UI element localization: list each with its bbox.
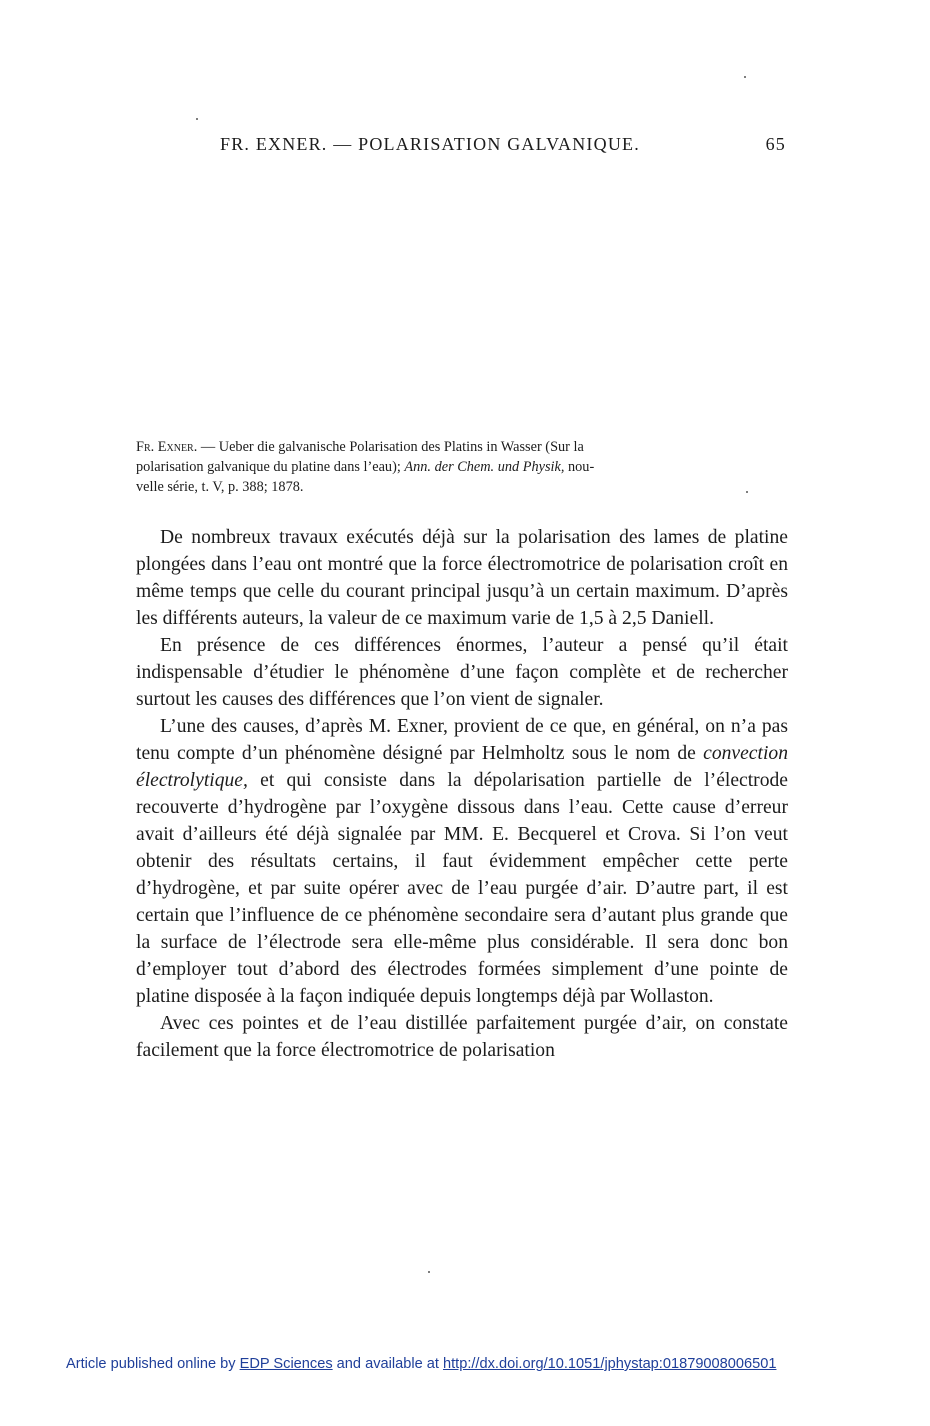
paragraph-3-end: et qui consiste dans la dépolarisation partielle de l’électrode recouverte d’hydrogène par l’oxygène dissous dans l’eau. Cette cause d’erreur avait d’ailleurs été déjà signalée par MM. E. Becquerel et Crova. Si l’on veut obtenir des résultats certains, il faut évidemment empêcher cette perte d’hydrogène, et par suite opérer avec de l’eau purgée d’air. D’autre part, il est certain que l’influence de ce phénomène secondaire sera d’autant plus grande que la surface de l’électrode sera elle-même plus considérable. Il sera donc bon d’employer tout d’abord des électrodes formées simplement d’une pointe de platine disposée à la façon indiquée depuis longtemps déjà par Wollaston. [136,770,788,1007]
publisher-link[interactable]: EDP Sciences [239,1356,333,1372]
scan-speck [744,76,746,78]
paragraph-4: Avec ces pointes et de l’eau distillée parfaitement purgée d’air, on constate facilement que la force électromotrice de polarisation [136,1013,788,1061]
footer-prefix: Article published online by [66,1356,240,1372]
paragraph-3 [136,713,788,1010]
paragraph-2: En présence de ces différences énormes, l’auteur a pensé qu’il était indispensable d’étudier le phénomène d’une façon complète et de rechercher surtout les causes des différences que l’on vient de signaler. [136,635,788,710]
reference-line-1 [136,437,786,457]
article-body [136,524,788,1064]
publication-footer [66,1356,866,1372]
footer-middle: and available at [332,1356,443,1372]
reference-title-start: — Ueber die galvanische Polarisation des Platins in Wasser (Sur la [197,439,584,455]
reference-line-3: velle série, t. V, p. 388; 1878. [136,479,304,495]
reference-journal: Ann. der Chem. und Physik, [404,459,565,475]
reference-author: Fr. Exner. [136,439,198,455]
paragraph-3-italic-term: convection électrolytique, [136,743,788,791]
running-title: FR. EXNER. — POLARISATION GALVANIQUE. [220,134,640,154]
reference-title-end: polarisation galvanique du platine dans l’eau); [136,459,405,475]
bibliographic-reference [136,437,786,497]
reference-series-start: nou- [564,459,595,475]
paragraph-1: De nombreux travaux exécutés déjà sur la polarisation des lames de platine plongées dans l’eau ont montré que la force électromotrice de polarisation croît en même temps que celle du courant principal jusqu’à un certain maximum. D’après les différents auteurs, la valeur de ce maximum varie de 1,5 à 2,5 Daniell. [136,527,788,629]
running-header [136,134,786,160]
doi-link[interactable]: http://dx.doi.org/10.1051/jphystap:01879008006501 [442,1356,777,1372]
reference-line-2 [136,457,786,477]
scan-speck [428,1271,430,1273]
scan-speck [196,118,198,120]
page-number: 65 [765,134,786,154]
paragraph-3-start: L’une des causes, d’après M. Exner, provient de ce que, en général, on n’a pas tenu compte d’un phénomène désigné par Helmholtz sous le nom de [136,716,788,764]
